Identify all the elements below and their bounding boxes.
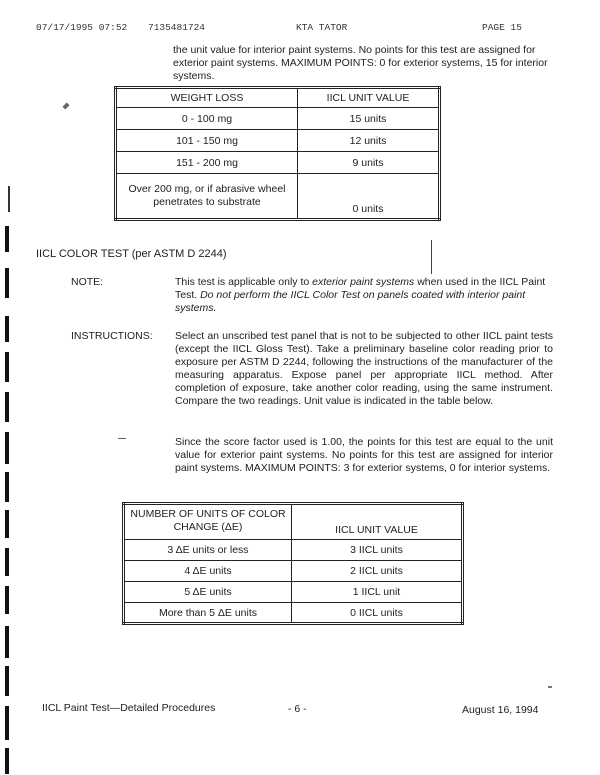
- scan-speck: [62, 102, 69, 109]
- table-header-row: [124, 504, 463, 540]
- table-cell: 9 units: [298, 152, 440, 174]
- footer-date: August 16, 1994: [462, 704, 539, 716]
- table-row: [124, 603, 463, 624]
- binding-mark: [5, 316, 9, 342]
- table-cell: 15 units: [298, 108, 440, 130]
- note-text-italic: Do not perform the IICL Color Test on panels coated with interior paint systems.: [175, 289, 526, 314]
- table-cell: 2 IICL units: [292, 561, 463, 582]
- binding-mark: [5, 268, 9, 298]
- table-header-cell: IICL UNIT VALUE: [298, 88, 440, 108]
- binding-mark: [5, 352, 9, 382]
- note-text-italic: exterior paint systems: [312, 276, 415, 288]
- table-cell: 151 - 200 mg: [116, 152, 298, 174]
- top-paragraph: the unit value for interior paint systems. No points for this test are assigned for exterior paint systems. MAXIMUM POINTS: 0 for exterior systems, 15 for interior systems.: [173, 44, 548, 82]
- table-cell: 0 - 100 mg: [116, 108, 298, 130]
- note-text-plain: This test is applicable only to: [175, 276, 313, 288]
- table-cell: 5 ΔE units: [124, 582, 292, 603]
- fax-sender: KTA TATOR: [296, 22, 348, 33]
- table-header-row: [116, 88, 440, 108]
- note-text-plain: when used in the IICL Paint Test.: [175, 276, 546, 301]
- note-label: NOTE:: [71, 276, 104, 288]
- color-change-table: [122, 502, 464, 625]
- binding-mark: [5, 432, 9, 464]
- binding-mark: [5, 510, 9, 538]
- table-row: [124, 582, 463, 603]
- score-paragraph: Since the score factor used is 1.00, the points for this test are equal to the unit value for exterior paint systems. No points for this test are assigned for interior paint systems. MAXIMUM POINTS: 3 for exterior systems, 0 for interior systems.: [175, 436, 553, 474]
- binding-mark: [5, 706, 9, 740]
- table-row: [124, 561, 463, 582]
- binding-mark: [5, 586, 9, 614]
- footer-title: IICL Paint Test—Detailed Procedures: [42, 702, 216, 714]
- table-header-cell: IICL UNIT VALUE: [292, 504, 463, 540]
- table-cell: 0 units: [298, 174, 440, 220]
- binding-mark: [5, 548, 9, 576]
- section-title: IICL COLOR TEST (per ASTM D 2244): [36, 248, 227, 260]
- binding-mark: [5, 626, 9, 658]
- binding-mark: [5, 748, 9, 774]
- binding-mark: [5, 392, 9, 422]
- table-header-cell: WEIGHT LOSS: [116, 88, 298, 108]
- instructions-label: INSTRUCTIONS:: [71, 330, 153, 342]
- table-cell: 101 - 150 mg: [116, 130, 298, 152]
- table-cell: More than 5 ΔE units: [124, 603, 292, 624]
- footer-page-number: - 6 -: [288, 703, 307, 715]
- fax-datetime: 07/17/1995 07:52: [36, 22, 128, 33]
- instructions-text: Select an unscribed test panel that is not to be subjected to other IICL paint tests (except the IICL Gloss Test). Take a preliminary baseline color reading prior to exposure per ASTM D 2244, following the instructions of the manufacturer of the measuring apparatus. Expose panel per appropriate IICL method. After completion of exposure, take another color reading, using the same instrument. Compare the two readings. Unit value is indicated in the table below.: [175, 330, 553, 407]
- scan-speck: [118, 438, 126, 439]
- scan-line: [431, 240, 432, 274]
- table-row: [124, 540, 463, 561]
- scan-speck: [548, 686, 552, 688]
- fax-page-number: PAGE 15: [482, 22, 522, 33]
- table-header-cell: NUMBER OF UNITS OF COLOR CHANGE (ΔE): [124, 504, 292, 540]
- table-cell: 4 ΔE units: [124, 561, 292, 582]
- table-cell: 1 IICL unit: [292, 582, 463, 603]
- table-row: [116, 130, 440, 152]
- binding-mark: [5, 226, 9, 252]
- note-text: [175, 276, 555, 315]
- table-cell: Over 200 mg, or if abrasive wheel penetrates to substrate: [116, 174, 298, 220]
- table-cell: 3 ΔE units or less: [124, 540, 292, 561]
- table-cell: 0 IICL units: [292, 603, 463, 624]
- weight-loss-table: [114, 86, 441, 221]
- table-cell: 3 IICL units: [292, 540, 463, 561]
- table-row: [116, 152, 440, 174]
- table-row: [116, 174, 440, 220]
- table-row: [116, 108, 440, 130]
- binding-mark: [8, 186, 10, 212]
- binding-mark: [5, 666, 9, 696]
- binding-mark: [5, 472, 9, 502]
- table-cell: 12 units: [298, 130, 440, 152]
- fax-phone: 7135481724: [148, 22, 206, 33]
